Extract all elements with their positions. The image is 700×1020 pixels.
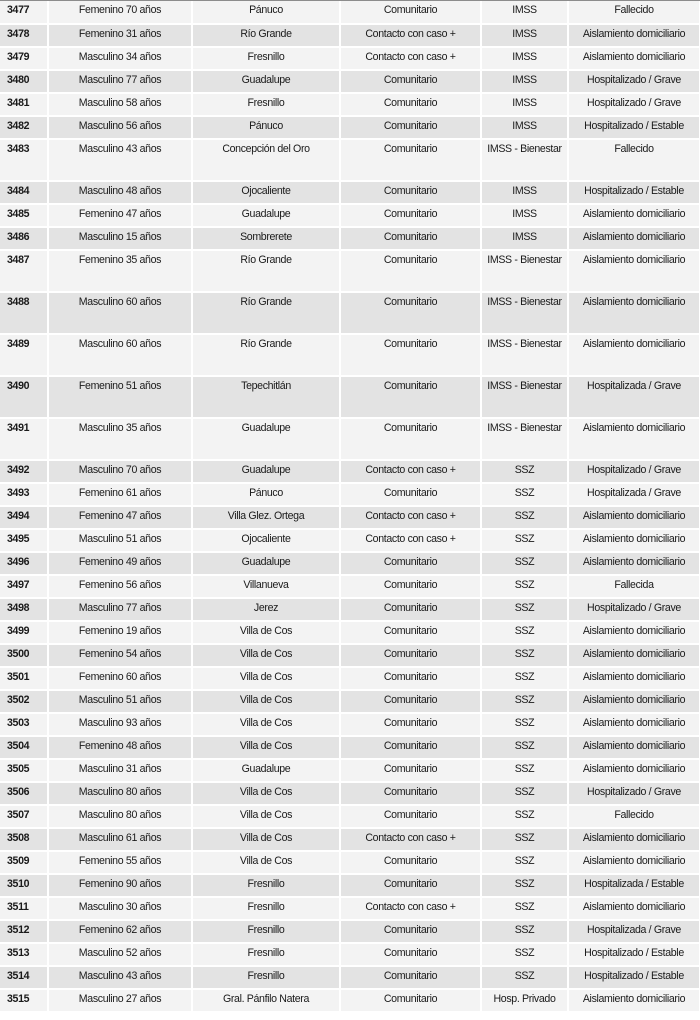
municipality-cell: Villa de Cos [192,805,340,828]
sex-age-cell: Masculino 77 años [48,70,192,93]
transmission-cell: Contacto con caso + [340,460,481,483]
status-cell: Hospitalizado / Grave [568,598,700,621]
sex-age-cell: Femenino 56 años [48,575,192,598]
sex-age-cell: Masculino 15 años [48,227,192,250]
table-row [0,47,700,70]
sex-age-cell: Masculino 80 años [48,782,192,805]
institution-cell: SSZ [481,598,568,621]
municipality-cell: Villanueva [192,575,340,598]
table-row [0,920,700,943]
institution-cell: SSZ [481,621,568,644]
table-row [0,376,700,418]
municipality-cell: Ojocaliente [192,181,340,204]
transmission-cell: Comunitario [340,181,481,204]
case-id-cell: 3513 [0,943,48,966]
municipality-cell: Río Grande [192,334,340,376]
table-row [0,966,700,989]
municipality-cell: Río Grande [192,250,340,292]
table-row [0,851,700,874]
sex-age-cell: Femenino 47 años [48,204,192,227]
case-id-cell: 3486 [0,227,48,250]
table-row [0,483,700,506]
transmission-cell: Comunitario [340,418,481,460]
case-id-cell: 3502 [0,690,48,713]
table-row [0,418,700,460]
municipality-cell: Pánuco [192,483,340,506]
municipality-cell: Villa de Cos [192,713,340,736]
case-id-cell: 3503 [0,713,48,736]
institution-cell: IMSS [481,93,568,116]
status-cell: Aislamiento domiciliario [568,529,700,552]
cases-table-body [0,1,700,1012]
transmission-cell: Comunitario [340,70,481,93]
status-cell: Aislamiento domiciliario [568,690,700,713]
institution-cell: IMSS [481,227,568,250]
transmission-cell: Comunitario [340,292,481,334]
municipality-cell: Guadalupe [192,70,340,93]
municipality-cell: Villa de Cos [192,736,340,759]
municipality-cell: Río Grande [192,24,340,47]
institution-cell: IMSS [481,24,568,47]
institution-cell: SSZ [481,828,568,851]
sex-age-cell: Masculino 77 años [48,598,192,621]
sex-age-cell: Femenino 47 años [48,506,192,529]
institution-cell: SSZ [481,874,568,897]
transmission-cell: Comunitario [340,334,481,376]
sex-age-cell: Masculino 52 años [48,943,192,966]
institution-cell: SSZ [481,736,568,759]
transmission-cell: Comunitario [340,204,481,227]
case-id-cell: 3491 [0,418,48,460]
institution-cell: IMSS [481,47,568,70]
table-row [0,292,700,334]
municipality-cell: Fresnillo [192,874,340,897]
case-id-cell: 3484 [0,181,48,204]
table-row [0,116,700,139]
institution-cell: IMSS - Bienestar [481,139,568,181]
status-cell: Hospitalizada / Estable [568,874,700,897]
transmission-cell: Comunitario [340,621,481,644]
table-row [0,250,700,292]
status-cell: Aislamiento domiciliario [568,644,700,667]
institution-cell: IMSS - Bienestar [481,334,568,376]
municipality-cell: Villa de Cos [192,782,340,805]
municipality-cell: Río Grande [192,292,340,334]
status-cell: Aislamiento domiciliario [568,418,700,460]
table-row [0,70,700,93]
municipality-cell: Fresnillo [192,966,340,989]
sex-age-cell: Masculino 58 años [48,93,192,116]
status-cell: Hospitalizada / Grave [568,920,700,943]
transmission-cell: Comunitario [340,713,481,736]
transmission-cell: Contacto con caso + [340,506,481,529]
transmission-cell: Comunitario [340,483,481,506]
case-id-cell: 3505 [0,759,48,782]
municipality-cell: Guadalupe [192,460,340,483]
institution-cell: IMSS - Bienestar [481,376,568,418]
municipality-cell: Jerez [192,598,340,621]
status-cell: Aislamiento domiciliario [568,667,700,690]
municipality-cell: Villa Glez. Ortega [192,506,340,529]
transmission-cell: Comunitario [340,93,481,116]
table-row [0,575,700,598]
table-row [0,598,700,621]
transmission-cell: Comunitario [340,943,481,966]
table-row [0,667,700,690]
case-id-cell: 3483 [0,139,48,181]
status-cell: Hospitalizado / Grave [568,460,700,483]
sex-age-cell: Masculino 60 años [48,334,192,376]
sex-age-cell: Masculino 34 años [48,47,192,70]
municipality-cell: Guadalupe [192,759,340,782]
municipality-cell: Villa de Cos [192,690,340,713]
municipality-cell: Sombrerete [192,227,340,250]
sex-age-cell: Masculino 27 años [48,989,192,1012]
institution-cell: SSZ [481,805,568,828]
transmission-cell: Comunitario [340,782,481,805]
status-cell: Aislamiento domiciliario [568,250,700,292]
case-id-cell: 3492 [0,460,48,483]
case-id-cell: 3509 [0,851,48,874]
municipality-cell: Fresnillo [192,897,340,920]
case-id-cell: 3482 [0,116,48,139]
table-row [0,204,700,227]
case-id-cell: 3506 [0,782,48,805]
table-row [0,334,700,376]
transmission-cell: Comunitario [340,552,481,575]
case-id-cell: 3511 [0,897,48,920]
municipality-cell: Fresnillo [192,920,340,943]
table-row [0,897,700,920]
institution-cell: SSZ [481,529,568,552]
transmission-cell: Comunitario [340,759,481,782]
transmission-cell: Comunitario [340,667,481,690]
municipality-cell: Villa de Cos [192,644,340,667]
status-cell: Hospitalizada / Grave [568,483,700,506]
table-row [0,552,700,575]
sex-age-cell: Masculino 80 años [48,805,192,828]
status-cell: Fallecida [568,575,700,598]
cases-table [0,1,700,1013]
status-cell: Fallecido [568,1,700,24]
sex-age-cell: Femenino 90 años [48,874,192,897]
case-id-cell: 3490 [0,376,48,418]
institution-cell: IMSS [481,70,568,93]
table-row [0,181,700,204]
institution-cell: IMSS [481,181,568,204]
status-cell: Hospitalizado / Estable [568,116,700,139]
transmission-cell: Contacto con caso + [340,529,481,552]
institution-cell: SSZ [481,552,568,575]
status-cell: Fallecido [568,805,700,828]
institution-cell: IMSS [481,1,568,24]
sex-age-cell: Masculino 93 años [48,713,192,736]
table-row [0,24,700,47]
institution-cell: Hosp. Privado [481,989,568,1012]
transmission-cell: Contacto con caso + [340,24,481,47]
municipality-cell: Guadalupe [192,552,340,575]
sex-age-cell: Masculino 51 años [48,690,192,713]
case-id-cell: 3514 [0,966,48,989]
sex-age-cell: Masculino 35 años [48,418,192,460]
institution-cell: IMSS - Bienestar [481,292,568,334]
case-id-cell: 3494 [0,506,48,529]
sex-age-cell: Femenino 51 años [48,376,192,418]
transmission-cell: Comunitario [340,250,481,292]
sex-age-cell: Femenino 49 años [48,552,192,575]
municipality-cell: Pánuco [192,116,340,139]
case-id-cell: 3480 [0,70,48,93]
transmission-cell: Comunitario [340,116,481,139]
transmission-cell: Contacto con caso + [340,897,481,920]
table-row [0,874,700,897]
institution-cell: IMSS - Bienestar [481,250,568,292]
institution-cell: SSZ [481,851,568,874]
municipality-cell: Fresnillo [192,943,340,966]
case-id-cell: 3489 [0,334,48,376]
case-id-cell: 3488 [0,292,48,334]
municipality-cell: Fresnillo [192,47,340,70]
transmission-cell: Comunitario [340,690,481,713]
table-row [0,690,700,713]
status-cell: Aislamiento domiciliario [568,621,700,644]
institution-cell: SSZ [481,943,568,966]
sex-age-cell: Femenino 61 años [48,483,192,506]
transmission-cell: Comunitario [340,736,481,759]
sex-age-cell: Masculino 43 años [48,139,192,181]
transmission-cell: Comunitario [340,227,481,250]
case-id-cell: 3495 [0,529,48,552]
institution-cell: SSZ [481,690,568,713]
table-row [0,759,700,782]
institution-cell: SSZ [481,782,568,805]
transmission-cell: Contacto con caso + [340,828,481,851]
status-cell: Hospitalizado / Grave [568,70,700,93]
case-id-cell: 3479 [0,47,48,70]
transmission-cell: Comunitario [340,644,481,667]
status-cell: Aislamiento domiciliario [568,506,700,529]
table-row [0,943,700,966]
institution-cell: SSZ [481,483,568,506]
case-id-cell: 3481 [0,93,48,116]
sex-age-cell: Masculino 30 años [48,897,192,920]
table-row [0,805,700,828]
sex-age-cell: Masculino 70 años [48,460,192,483]
institution-cell: IMSS [481,116,568,139]
case-id-cell: 3497 [0,575,48,598]
status-cell: Aislamiento domiciliario [568,47,700,70]
case-id-cell: 3477 [0,1,48,24]
municipality-cell: Villa de Cos [192,828,340,851]
case-id-cell: 3510 [0,874,48,897]
table-row [0,644,700,667]
institution-cell: SSZ [481,713,568,736]
status-cell: Aislamiento domiciliario [568,851,700,874]
status-cell: Aislamiento domiciliario [568,736,700,759]
institution-cell: SSZ [481,966,568,989]
municipality-cell: Ojocaliente [192,529,340,552]
transmission-cell: Comunitario [340,805,481,828]
sex-age-cell: Masculino 48 años [48,181,192,204]
transmission-cell: Comunitario [340,989,481,1012]
status-cell: Aislamiento domiciliario [568,204,700,227]
sex-age-cell: Femenino 35 años [48,250,192,292]
institution-cell: SSZ [481,759,568,782]
sex-age-cell: Masculino 31 años [48,759,192,782]
status-cell: Hospitalizado / Estable [568,966,700,989]
sex-age-cell: Femenino 70 años [48,1,192,24]
municipality-cell: Guadalupe [192,418,340,460]
municipality-cell: Villa de Cos [192,621,340,644]
sex-age-cell: Femenino 55 años [48,851,192,874]
municipality-cell: Pánuco [192,1,340,24]
sex-age-cell: Masculino 60 años [48,292,192,334]
status-cell: Hospitalizado / Grave [568,782,700,805]
municipality-cell: Villa de Cos [192,851,340,874]
status-cell: Aislamiento domiciliario [568,713,700,736]
sex-age-cell: Femenino 54 años [48,644,192,667]
transmission-cell: Comunitario [340,874,481,897]
table-row [0,506,700,529]
case-id-cell: 3500 [0,644,48,667]
institution-cell: SSZ [481,897,568,920]
transmission-cell: Comunitario [340,376,481,418]
table-row [0,736,700,759]
municipality-cell: Tepechitlán [192,376,340,418]
case-id-cell: 3501 [0,667,48,690]
status-cell: Aislamiento domiciliario [568,24,700,47]
table-row [0,828,700,851]
table-row [0,621,700,644]
transmission-cell: Comunitario [340,1,481,24]
transmission-cell: Comunitario [340,851,481,874]
case-id-cell: 3493 [0,483,48,506]
status-cell: Aislamiento domiciliario [568,334,700,376]
case-id-cell: 3485 [0,204,48,227]
table-row [0,529,700,552]
case-id-cell: 3508 [0,828,48,851]
sex-age-cell: Masculino 56 años [48,116,192,139]
status-cell: Aislamiento domiciliario [568,292,700,334]
status-cell: Aislamiento domiciliario [568,759,700,782]
status-cell: Hospitalizada / Grave [568,376,700,418]
table-row [0,782,700,805]
status-cell: Aislamiento domiciliario [568,989,700,1012]
institution-cell: SSZ [481,644,568,667]
transmission-cell: Comunitario [340,598,481,621]
sex-age-cell: Femenino 48 años [48,736,192,759]
municipality-cell: Concepción del Oro [192,139,340,181]
status-cell: Aislamiento domiciliario [568,227,700,250]
sex-age-cell: Femenino 31 años [48,24,192,47]
transmission-cell: Comunitario [340,966,481,989]
status-cell: Hospitalizado / Estable [568,181,700,204]
case-id-cell: 3478 [0,24,48,47]
table-row [0,93,700,116]
transmission-cell: Comunitario [340,575,481,598]
institution-cell: SSZ [481,575,568,598]
table-row [0,1,700,24]
sex-age-cell: Femenino 19 años [48,621,192,644]
institution-cell: IMSS - Bienestar [481,418,568,460]
table-row [0,227,700,250]
institution-cell: SSZ [481,667,568,690]
institution-cell: SSZ [481,920,568,943]
sex-age-cell: Femenino 60 años [48,667,192,690]
case-id-cell: 3504 [0,736,48,759]
status-cell: Fallecido [568,139,700,181]
case-id-cell: 3487 [0,250,48,292]
status-cell: Hospitalizado / Grave [568,93,700,116]
case-id-cell: 3499 [0,621,48,644]
sex-age-cell: Masculino 43 años [48,966,192,989]
municipality-cell: Gral. Pánfilo Natera [192,989,340,1012]
case-id-cell: 3515 [0,989,48,1012]
municipality-cell: Guadalupe [192,204,340,227]
institution-cell: SSZ [481,460,568,483]
case-id-cell: 3496 [0,552,48,575]
municipality-cell: Fresnillo [192,93,340,116]
sex-age-cell: Masculino 61 años [48,828,192,851]
status-cell: Aislamiento domiciliario [568,897,700,920]
status-cell: Aislamiento domiciliario [568,552,700,575]
transmission-cell: Contacto con caso + [340,47,481,70]
transmission-cell: Comunitario [340,139,481,181]
sex-age-cell: Femenino 62 años [48,920,192,943]
status-cell: Hospitalizado / Estable [568,943,700,966]
table-row [0,139,700,181]
case-id-cell: 3512 [0,920,48,943]
case-id-cell: 3507 [0,805,48,828]
sex-age-cell: Masculino 51 años [48,529,192,552]
institution-cell: IMSS [481,204,568,227]
status-cell: Aislamiento domiciliario [568,828,700,851]
table-row [0,460,700,483]
transmission-cell: Comunitario [340,920,481,943]
municipality-cell: Villa de Cos [192,667,340,690]
case-id-cell: 3498 [0,598,48,621]
institution-cell: SSZ [481,506,568,529]
table-row [0,989,700,1012]
table-row [0,713,700,736]
